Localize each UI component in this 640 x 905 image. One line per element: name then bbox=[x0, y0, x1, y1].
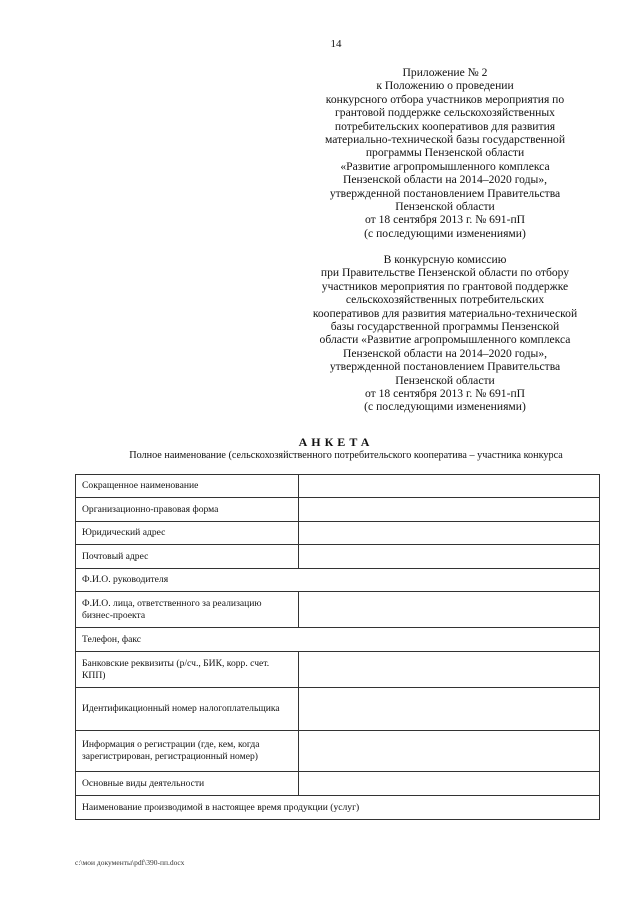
appendix-line: (с последующими изменениями) bbox=[364, 226, 526, 240]
field-value-cell[interactable] bbox=[299, 522, 600, 545]
field-label: Информация о регистрации (где, кем, когда зарегистрирован, регистрационный номер) bbox=[76, 731, 299, 772]
appendix-line: грантовой поддержке сельскохозяйственных bbox=[335, 106, 555, 120]
field-label: Организационно-правовая форма bbox=[76, 498, 299, 522]
table-row bbox=[76, 731, 600, 772]
appendix-line: утвержденной постановлением Правительства bbox=[329, 186, 561, 200]
table-row bbox=[76, 592, 600, 628]
form-subtitle: Полное наименование (сельскохозяйственного потребительского кооператива – участника конкурса bbox=[129, 450, 563, 461]
table-row bbox=[76, 475, 600, 498]
appendix-line: потребительских кооперативов для развития bbox=[334, 119, 556, 133]
addressee-line: кооперативов для развития материально-технической bbox=[312, 306, 578, 320]
addressee-line: утвержденной постановлением Правительства bbox=[329, 360, 561, 374]
table-row bbox=[76, 569, 600, 592]
table-row bbox=[76, 522, 600, 545]
addressee-line: участников мероприятия по грантовой поддержке bbox=[321, 279, 569, 293]
addressee-line: Пензенской области на 2014–2020 годы», bbox=[342, 346, 548, 360]
appendix-line: конкурсного отбора участников мероприятия по bbox=[325, 92, 565, 106]
field-label: Ф.И.О. руководителя bbox=[76, 569, 600, 592]
table-row bbox=[76, 628, 600, 652]
addressee-line: при Правительстве Пензенской области по отбору bbox=[320, 266, 570, 280]
addressee-line: базы государственной программы Пензенской bbox=[330, 320, 560, 334]
addressee-block bbox=[300, 253, 590, 414]
table-row bbox=[76, 498, 600, 522]
addressee-line: Пензенской области bbox=[395, 373, 495, 387]
field-label: Почтовый адрес bbox=[76, 545, 299, 569]
table-row bbox=[76, 652, 600, 688]
addressee-line: (с последующими изменениями) bbox=[364, 400, 526, 414]
field-label: Идентификационный номер налогоплательщика bbox=[76, 688, 299, 731]
addressee-line: сельскохозяйственных потребительских bbox=[345, 293, 545, 307]
field-value-cell[interactable] bbox=[299, 652, 600, 688]
appendix-line: «Развитие агропромышленного комплекса bbox=[340, 159, 550, 173]
field-label: Ф.И.О. лица, ответственного за реализацию бизнес-проекта bbox=[76, 592, 299, 628]
field-value-cell[interactable] bbox=[299, 545, 600, 569]
appendix-line: к Положению о проведении bbox=[376, 79, 514, 93]
field-value-cell[interactable] bbox=[299, 592, 600, 628]
field-label: Банковские реквизиты (р/сч., БИК, корр. счет. КПП) bbox=[76, 652, 299, 688]
field-label: Наименование производимой в настоящее время продукции (услуг) bbox=[76, 796, 600, 820]
addressee-line: области «Развитие агропромышленного комплекса bbox=[319, 333, 571, 347]
addressee-line: от 18 сентября 2013 г. № 691-пП bbox=[364, 387, 526, 401]
appendix-line: Пензенской области bbox=[395, 200, 495, 214]
table-row bbox=[76, 545, 600, 569]
field-label: Основные виды деятельности bbox=[76, 772, 299, 796]
addressee-line: В конкурсную комиссию bbox=[383, 253, 507, 266]
appendix-header bbox=[300, 66, 590, 240]
field-value-cell[interactable] bbox=[299, 772, 600, 796]
table-row bbox=[76, 688, 600, 731]
appendix-line: Приложение № 2 bbox=[402, 66, 488, 79]
appendix-line: материально-технической базы государственной bbox=[324, 133, 566, 147]
field-label: Юридический адрес bbox=[76, 522, 299, 545]
field-value-cell[interactable] bbox=[299, 498, 600, 522]
appendix-line: Пензенской области на 2014–2020 годы», bbox=[342, 173, 548, 187]
form-title: АНКЕТА bbox=[298, 435, 374, 449]
field-label: Телефон, факс bbox=[76, 628, 600, 652]
page-number: 14 bbox=[330, 38, 342, 50]
field-value-cell[interactable] bbox=[299, 731, 600, 772]
table-row bbox=[76, 772, 600, 796]
table-row bbox=[76, 796, 600, 820]
field-label: Сокращенное наименование bbox=[76, 475, 299, 498]
field-value-cell[interactable] bbox=[299, 688, 600, 731]
appendix-line: от 18 сентября 2013 г. № 691-пП bbox=[364, 213, 526, 227]
field-value-cell[interactable] bbox=[299, 475, 600, 498]
appendix-line: программы Пензенской области bbox=[365, 146, 525, 160]
file-path-footer: c:\мои документы\pdf\390-пп.docx bbox=[75, 858, 185, 867]
questionnaire-table bbox=[75, 474, 600, 820]
